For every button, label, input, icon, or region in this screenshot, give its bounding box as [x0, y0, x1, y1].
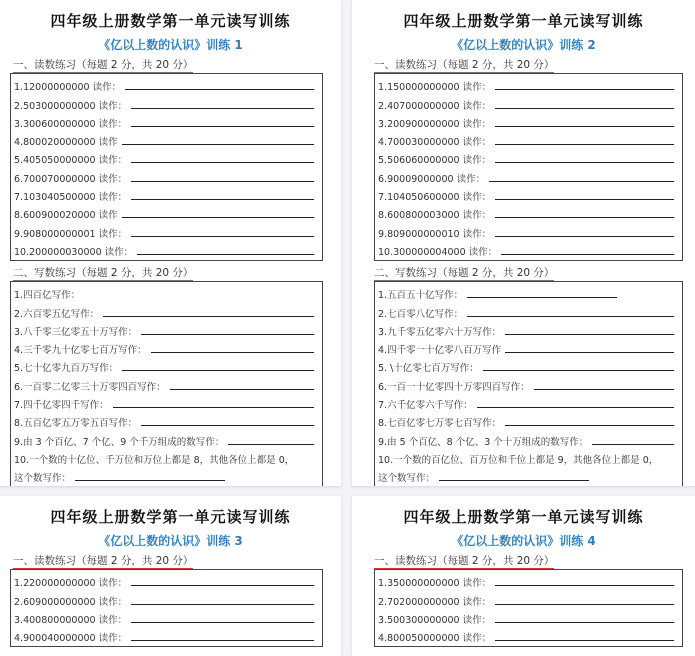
reading-item [378, 185, 680, 203]
answer-line[interactable] [505, 352, 674, 353]
worksheet-page-4 [352, 496, 695, 656]
reading-item [14, 166, 320, 184]
item-text: 3.500300000000 读作： [378, 614, 492, 626]
writing-item-continuation [14, 466, 320, 484]
answer-line[interactable] [122, 217, 314, 218]
reading-item [378, 608, 680, 626]
answer-line[interactable] [495, 640, 674, 641]
answer-line[interactable] [477, 407, 674, 408]
answer-line[interactable] [131, 236, 314, 237]
item-text: 9.809000000010 读作： [378, 228, 492, 240]
item-text: 6.90009000000 读作： [378, 173, 486, 185]
reading-item [378, 626, 680, 644]
answer-line[interactable] [151, 352, 314, 353]
answer-line[interactable] [505, 334, 674, 335]
item-text: 3.400800000000 读作： [14, 614, 128, 626]
answer-line[interactable] [495, 236, 674, 237]
reading-exercise-box [374, 73, 683, 261]
answer-line[interactable] [131, 585, 314, 586]
answer-line[interactable] [131, 108, 314, 109]
writing-item [378, 374, 680, 392]
writing-exercise-box [374, 281, 683, 486]
reading-exercise-box [374, 569, 683, 647]
reading-item [14, 185, 320, 203]
answer-line[interactable] [495, 622, 674, 623]
answer-line[interactable] [489, 181, 674, 182]
answer-line[interactable] [170, 389, 314, 390]
item-text: 5.七十亿零九百万写作： [14, 363, 119, 375]
answer-line[interactable] [122, 144, 314, 145]
item-text: 8.七百亿零七万零七百写作： [378, 418, 502, 430]
answer-line[interactable] [125, 89, 314, 90]
item-text: 8.600900020000 读作 [14, 210, 118, 222]
answer-line[interactable] [113, 407, 314, 408]
item-text: 4.800020000000 读作 [14, 137, 118, 149]
item-text: 2.702000000000 读作： [378, 596, 492, 608]
item-text: 6.一百零二亿零三十万零四百写作： [14, 381, 166, 393]
reading-item [14, 148, 320, 166]
writing-exercise-box [10, 281, 323, 486]
item-text: 5.506060000000 读作： [378, 155, 492, 167]
answer-line[interactable] [141, 425, 314, 426]
item-text: 7.103040500000 读作： [14, 192, 128, 204]
writing-item [378, 356, 680, 374]
item-text: 10.200000030000 读作： [14, 246, 134, 258]
writing-item [14, 338, 320, 356]
reading-item [378, 166, 680, 184]
answer-line[interactable] [495, 199, 674, 200]
item-text: 2.407000000000 读作： [378, 100, 492, 112]
reading-item [14, 93, 320, 111]
item-text: 2.六百零五亿写作： [14, 308, 100, 320]
item-text: 1.220000000000 读作： [14, 578, 128, 590]
answer-line[interactable] [131, 181, 314, 182]
item-text: 这个数写作： [378, 473, 436, 485]
answer-line[interactable] [75, 480, 225, 481]
worksheet-page-2 [352, 0, 695, 486]
item-text: 8.600800003000 读作： [378, 210, 492, 222]
reading-exercise-box [10, 73, 323, 261]
reading-item [14, 112, 320, 130]
answer-line[interactable] [495, 126, 674, 127]
writing-item [14, 320, 320, 338]
item-text: 10.一个数的十亿位、千万位和万位上都是 8，其他各位上都是 0， [14, 454, 295, 466]
answer-line[interactable] [483, 370, 674, 371]
item-text: 2.503000000000 读作： [14, 100, 128, 112]
writing-item-continuation [378, 466, 680, 484]
worksheet-title: 四年级上册数学第一单元读写训练 [403, 12, 644, 30]
item-text: 4.700030000000 读作： [378, 137, 492, 149]
item-text: 9.由 3 个百亿、7 个亿、9 个千万组成的数写作： [14, 436, 225, 448]
answer-line[interactable] [131, 640, 314, 641]
item-text: 1.四百亿写作： [14, 290, 81, 302]
reading-item [14, 571, 320, 589]
item-text: 6.700070000000 读作： [14, 173, 128, 185]
worksheet-subtitle: 《亿以上数的认识》训练 1 [98, 38, 243, 52]
worksheet-subtitle: 《亿以上数的认识》训练 2 [451, 38, 596, 52]
answer-line[interactable] [131, 126, 314, 127]
item-text: 4.四千零一十亿零八百万写作 [378, 345, 502, 357]
item-text: 7.104050600000 读作： [378, 192, 492, 204]
answer-line[interactable] [505, 425, 674, 426]
answer-line[interactable] [501, 254, 674, 255]
answer-line[interactable] [122, 370, 314, 371]
writing-item [378, 411, 680, 429]
item-text: 8.五百亿零五万零五百写作： [14, 418, 138, 430]
reading-item [378, 203, 680, 221]
writing-item [14, 301, 320, 319]
worksheet-title: 四年级上册数学第一单元读写训练 [50, 508, 291, 526]
answer-line[interactable] [131, 622, 314, 623]
item-text: 7.四千亿零四千写作： [14, 400, 109, 412]
item-text: 1.五百五十亿写作： [378, 290, 464, 302]
reading-item [14, 130, 320, 148]
answer-line[interactable] [467, 297, 617, 298]
item-text: 4.900040000000 读作： [14, 633, 128, 645]
worksheet-subtitle: 《亿以上数的认识》训练 3 [98, 534, 243, 548]
writing-item [378, 301, 680, 319]
item-text: 5. \十亿零七百万写作： [378, 363, 479, 375]
item-text: 10.一个数的百亿位、百万位和千位上都是 9，其他各位上都是 0， [378, 454, 659, 466]
reading-item [378, 75, 680, 93]
reading-item [378, 112, 680, 130]
reading-item [14, 75, 320, 93]
reading-item [378, 571, 680, 589]
answer-line[interactable] [467, 316, 674, 317]
reading-item [378, 93, 680, 111]
answer-line[interactable] [103, 316, 314, 317]
answer-line[interactable] [495, 217, 674, 218]
section-heading-reading: 一、读数练习（每题 2 分，共 20 分） [13, 555, 194, 567]
item-text: 1.12000000000 读作： [14, 82, 122, 94]
writing-item [14, 448, 320, 466]
item-text: 3.300600000000 读作： [14, 118, 128, 130]
answer-line[interactable] [131, 604, 314, 605]
item-text: 6.一百一十亿零四十万零四百写作： [378, 381, 530, 393]
answer-line[interactable] [131, 199, 314, 200]
reading-item [378, 148, 680, 166]
item-text: 4.三千零九十亿零七百万写作： [14, 345, 147, 357]
section-heading-reading: 一、读数练习（每题 2 分，共 20 分） [374, 59, 555, 71]
answer-line[interactable] [592, 444, 674, 445]
reading-item [378, 589, 680, 607]
reading-item [14, 203, 320, 221]
item-text: 9.908000000001 读作： [14, 228, 128, 240]
item-text: 这个数写作： [14, 473, 72, 485]
item-text: 3.九千零五亿零六十万写作： [378, 326, 502, 338]
answer-line[interactable] [439, 480, 589, 481]
item-text: 9.由 5 个百亿、8 个亿、3 个十万组成的数写作： [378, 436, 589, 448]
answer-line[interactable] [495, 585, 674, 586]
item-text: 7.六千亿零六千写作： [378, 400, 473, 412]
answer-line[interactable] [495, 162, 674, 163]
reading-item [378, 130, 680, 148]
reading-item [14, 608, 320, 626]
item-text: 10.300000004000 读作： [378, 246, 498, 258]
worksheet-page-3 [0, 496, 341, 656]
answer-line[interactable] [141, 334, 314, 335]
reading-item [378, 221, 680, 239]
writing-item [14, 356, 320, 374]
answer-line[interactable] [131, 162, 314, 163]
reading-item [14, 240, 320, 258]
answer-line[interactable] [137, 254, 314, 255]
worksheet-title: 四年级上册数学第一单元读写训练 [403, 508, 644, 526]
item-text: 4.800050000000 读作： [378, 633, 492, 645]
section-heading-reading: 一、读数练习（每题 2 分，共 20 分） [374, 555, 555, 567]
item-text: 2.609000000000 读作： [14, 596, 128, 608]
worksheet-page-1 [0, 0, 341, 486]
section-heading-writing: 二、写数练习（每题 2 分，共 20 分） [13, 266, 194, 279]
answer-line[interactable] [495, 604, 674, 605]
section-heading-reading: 一、读数练习（每题 2 分，共 20 分） [13, 59, 194, 71]
answer-line[interactable] [495, 108, 674, 109]
answer-line[interactable] [495, 144, 674, 145]
writing-item [378, 429, 680, 447]
item-text: 3.八千零三亿零五十万写作： [14, 326, 138, 338]
writing-item [14, 393, 320, 411]
item-text: 1.350000000000 读作： [378, 578, 492, 590]
reading-item [14, 626, 320, 644]
writing-item [14, 283, 320, 301]
section-heading-writing: 二、写数练习（每题 2 分，共 20 分） [374, 266, 555, 279]
writing-item [378, 283, 680, 301]
writing-item [14, 374, 320, 392]
writing-item [14, 411, 320, 429]
item-text: 3.200900000000 读作： [378, 118, 492, 130]
answer-line[interactable] [495, 89, 674, 90]
writing-item [378, 338, 680, 356]
reading-item [378, 240, 680, 258]
item-text: 2.七百零八亿写作： [378, 308, 464, 320]
reading-exercise-box [10, 569, 323, 647]
worksheet-title: 四年级上册数学第一单元读写训练 [50, 12, 291, 30]
writing-item [378, 448, 680, 466]
item-text: 1.150000000000 读作： [378, 82, 492, 94]
writing-item [378, 320, 680, 338]
writing-item [14, 429, 320, 447]
writing-item [378, 393, 680, 411]
answer-line[interactable] [534, 389, 674, 390]
reading-item [14, 589, 320, 607]
reading-item [14, 221, 320, 239]
worksheet-subtitle: 《亿以上数的认识》训练 4 [451, 534, 596, 548]
answer-line[interactable] [228, 444, 314, 445]
item-text: 5.405050000000 读作： [14, 155, 128, 167]
